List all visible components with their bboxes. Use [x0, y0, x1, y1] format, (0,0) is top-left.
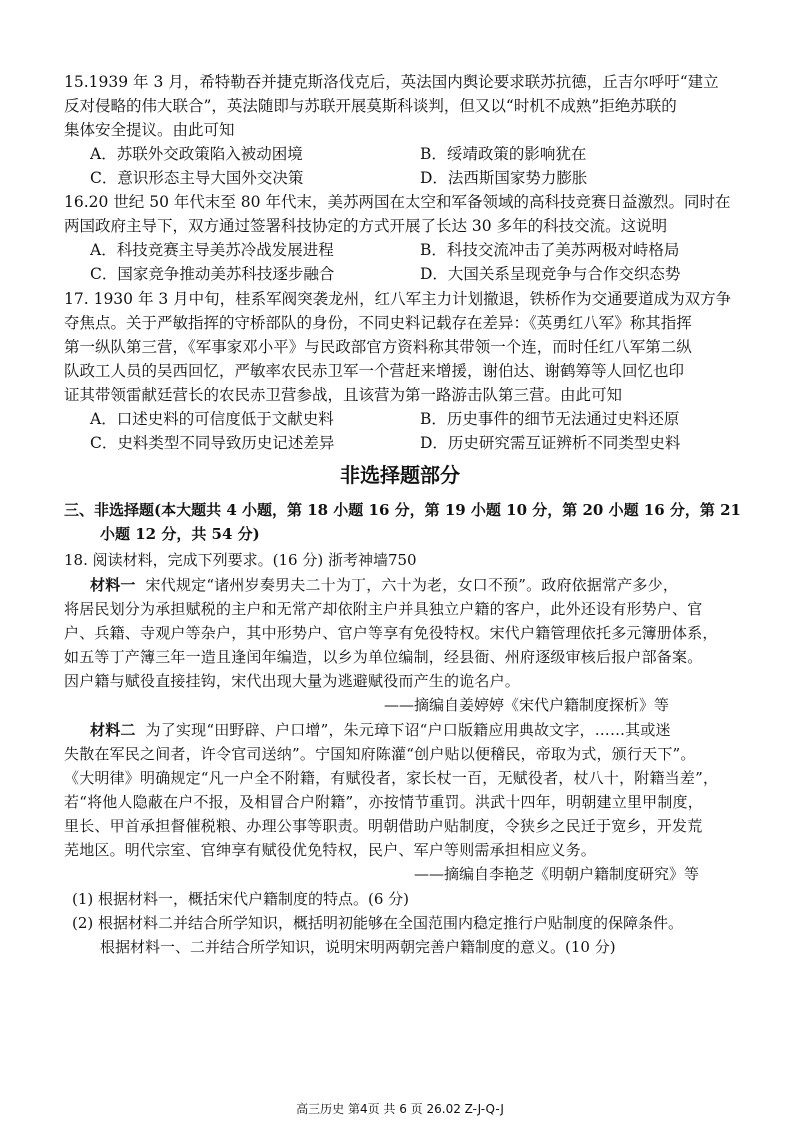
section-title: 非选择题部分 [340, 463, 460, 487]
q17-option-d: D．历史研究需互证辨析不同类型史料 [420, 434, 681, 452]
material1-text-1: 宋代规定“诸州岁奏男夫二十为丁，六十为老，女口不预”。政府依据常产多少， [145, 576, 679, 594]
q18-sub-2: (2) 根据材料二并结合所学知识，概括明初能够在全国范围内稳定推行户贴制度的保障条件。 [72, 914, 684, 932]
q15-option-a: A．苏联外交政策陷入被动困境 [90, 145, 303, 163]
q16-option-c: C．国家竞争推动美苏科技逐步融合 [90, 265, 335, 283]
page-footer: 高三历史 第4页 共 6 页 26.02 Z-J-Q-J [296, 1102, 504, 1116]
material2-text-1: 为了实现“田野辟、户口增”，朱元璋下诏“户口版籍应用典故文字，……其或迷 [145, 721, 671, 739]
material2-line-5: 里长、甲首承担督催税粮、办理公事等职责。明朝借助户贴制度，令狭乡之民迁于宽乡，开发荒 [64, 817, 703, 835]
q17-stem-line-2: 夺焦点。关于严敏指挥的守桥部队的身份，不同史料记载存在差异：《英勇红八军》称其指挥 [64, 314, 692, 332]
material2-label: 材料二 [90, 721, 136, 739]
q18-intro: 18. 阅读材料，完成下列要求。(16 分) 浙考神墙750 [64, 551, 417, 569]
q15-option-d: D．法西斯国家势力膨胀 [420, 169, 588, 187]
q15-stem-line-2: 反对侵略的伟大联合”，英法随即与苏联开展莫斯科谈判，但又以“时机不成熟”拒绝苏联的 [64, 97, 677, 115]
material1-label: 材料一 [90, 576, 136, 594]
part3-heading-line-2: 小题 12 分，共 54 分) [100, 525, 260, 543]
q18-sub-3: 根据材料一、二并结合所学知识，说明宋明两朝完善户籍制度的意义。(10 分) [100, 938, 616, 956]
q17-option-b: B．历史事件的细节无法通过史料还原 [420, 410, 680, 428]
material1-line-3: 户、兵籍、寺观户等杂户，其中形势户、官户等享有免役特权。宋代户籍管理依托多元簿册体系， [64, 624, 718, 642]
material1-line-4: 如五等丁产簿三年一造且逢闰年编造，以乡为单位编制，经县衙、州府逐级审核后报户部备案。 [64, 648, 703, 666]
material2-line-4: 若“将他人隐蔽在户不报，及相冒合户附籍”，亦按情节重罚。洪武十四年，明朝建立里甲制度， [64, 793, 703, 811]
q17-stem-line-5: 证其带领雷献廷营长的农民赤卫营参战，且该营为第一路游击队第三营。由此可知 [64, 386, 623, 404]
q16-option-b: B．科技交流冲击了美苏两极对峙格局 [420, 241, 680, 259]
material1-line-1 [90, 573, 678, 597]
material2-line-6: 芜地区。明代宗室、官绅享有赋役优免特权，民户、军户等则需承担相应义务。 [64, 841, 597, 859]
material2-line-1 [90, 718, 671, 742]
q16-stem-line-2: 两国政府主导下，双方通过签署科技协定的方式开展了长达 30 多年的科技交流。这说明 [64, 217, 668, 235]
q17-option-c: C．史料类型不同导致历史记述差异 [90, 434, 335, 452]
material2-source: ——摘编自李艳芝《明朝户籍制度研究》等 [414, 865, 700, 883]
q15-stem-line-1: 15.1939 年 3 月，希特勒吞并捷克斯洛伐克后，英法国内舆论要求联苏抗德，丘吉尔呼吁“建立 [64, 73, 719, 91]
q15-stem-line-3: 集体安全提议。由此可知 [64, 121, 235, 139]
q17-stem-line-1: 17. 1930 年 3 月中旬，桂系军阀突袭龙州，红八军主力计划撤退，铁桥作为交通要道成为双方争 [64, 290, 732, 308]
material1-line-2: 将居民划分为承担赋税的主户和无常产却依附主户并具独立户籍的客户，此外还设有形势户、官 [64, 600, 703, 618]
q15-option-b: B．绥靖政策的影响犹在 [420, 145, 587, 163]
q17-stem-line-3: 第一纵队第三营，《军事家邓小平》与民政部官方资料称其带领一个连，而时任红八军第二纵 [64, 338, 692, 356]
q16-stem-line-1: 16.20 世纪 50 年代末至 80 年代末，美苏两国在太空和军备领域的高科技竞赛日益激烈。同时在 [64, 193, 731, 211]
material1-source: ——摘编自姜婷婷《宋代户籍制度探析》等 [384, 696, 670, 714]
material2-line-2: 失散在军民之间者，许令官司送纳”。宁国知府陈灌“创户贴以便稽民，帝取为式，颁行天下”。 [64, 745, 696, 763]
q15-option-c: C．意识形态主导大国外交决策 [90, 169, 304, 187]
q17-stem-line-4: 队政工人员的吴西回忆，严敏率农民赤卫军一个营赶来增援，谢伯达、谢鹤筹等人回忆也印 [64, 362, 685, 380]
q16-option-a: A．科技竞赛主导美苏冷战发展进程 [90, 241, 334, 259]
q18-sub-1: (1) 根据材料一，概括宋代户籍制度的特点。(6 分) [72, 890, 410, 908]
q16-option-d: D．大国关系呈现竞争与合作交织态势 [420, 265, 681, 283]
part3-heading-line-1: 三、非选择题(本大题共 4 小题，第 18 小题 16 分，第 19 小题 10 分，第 20 小题 16 分，第 21 [64, 501, 741, 519]
material1-line-5: 因户籍与赋役直接挂钩，宋代出现大量为逃避赋役而产生的诡名户。 [64, 672, 521, 690]
q17-option-a: A．口述史料的可信度低于文献史料 [90, 410, 334, 428]
material2-line-3: 《大明律》明确规定“凡一户全不附籍，有赋役者，家长杖一百，无赋役者，杖八十，附籍当差”， [64, 769, 719, 787]
